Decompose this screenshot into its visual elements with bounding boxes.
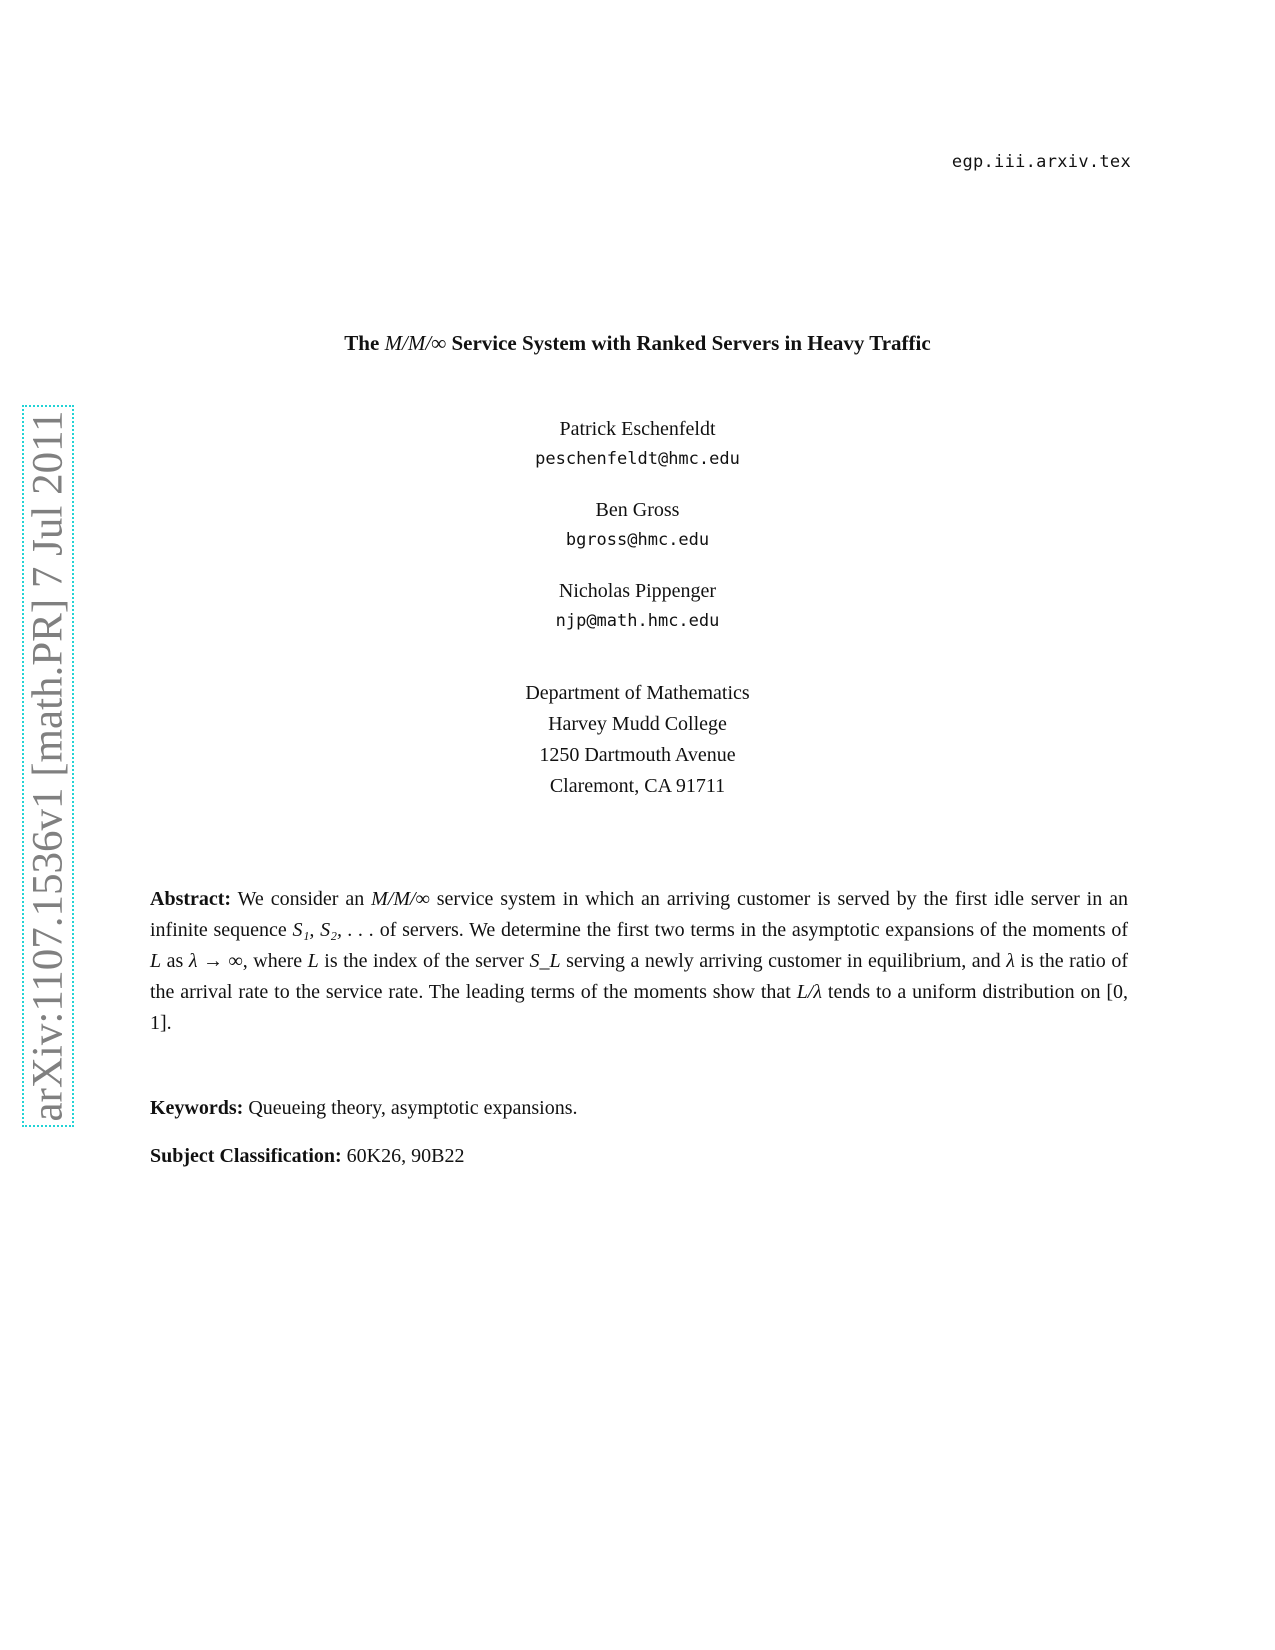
author-name: Ben Gross <box>595 499 680 521</box>
affiliation-line: Harvey Mudd College <box>548 713 727 735</box>
abstract-label: Abstract: <box>150 888 232 910</box>
subject-label: Subject Classification: <box>150 1145 342 1167</box>
affiliation <box>0 678 1275 802</box>
subject-classification <box>150 1145 464 1168</box>
title-math: M/M/∞ <box>384 331 447 355</box>
abstract: Abstract: We consider an M/M/∞ service system in which an arriving customer is served by the first idle server in an infinite sequence S₁, S₂, . . . of servers. We determine the first two terms in the asymptotic expansions of the moments of L as λ → ∞, where L is the index of the server S_L serving a newly arriving customer in equilibrium, and λ is the ratio of the arrival rate to the service rate. The leading terms of the moments show that L/λ tends to a uniform distribution on [0, 1]. <box>150 888 1128 1034</box>
author-3 <box>0 576 1275 636</box>
keywords-text: Queueing theory, asymptotic expansions. <box>243 1097 578 1119</box>
paper-title: The M/M/∞ Service System with Ranked Servers in Heavy Traffic <box>344 331 931 355</box>
author-2 <box>0 495 1275 555</box>
author-name: Patrick Eschenfeldt <box>559 418 716 440</box>
author-email: bgross@hmc.edu <box>565 530 710 550</box>
affiliation-line: 1250 Dartmouth Avenue <box>539 744 736 766</box>
author-name: Nicholas Pippenger <box>558 580 717 602</box>
author-1 <box>0 414 1275 474</box>
keywords-label: Keywords: <box>150 1097 244 1119</box>
author-email: peschenfeldt@hmc.edu <box>535 449 740 469</box>
keywords <box>150 1097 578 1120</box>
filename-label: egp.iii.arxiv.tex <box>951 152 1131 172</box>
arxiv-stamp-text: arXiv:1107.1536v1 [math.PR] 7 Jul 2011 <box>24 410 72 1122</box>
affiliation-line: Claremont, CA 91711 <box>549 775 726 797</box>
author-email: njp@math.hmc.edu <box>555 611 720 631</box>
subject-text: 60K26, 90B22 <box>341 1145 465 1167</box>
affiliation-line: Department of Mathematics <box>525 682 750 704</box>
